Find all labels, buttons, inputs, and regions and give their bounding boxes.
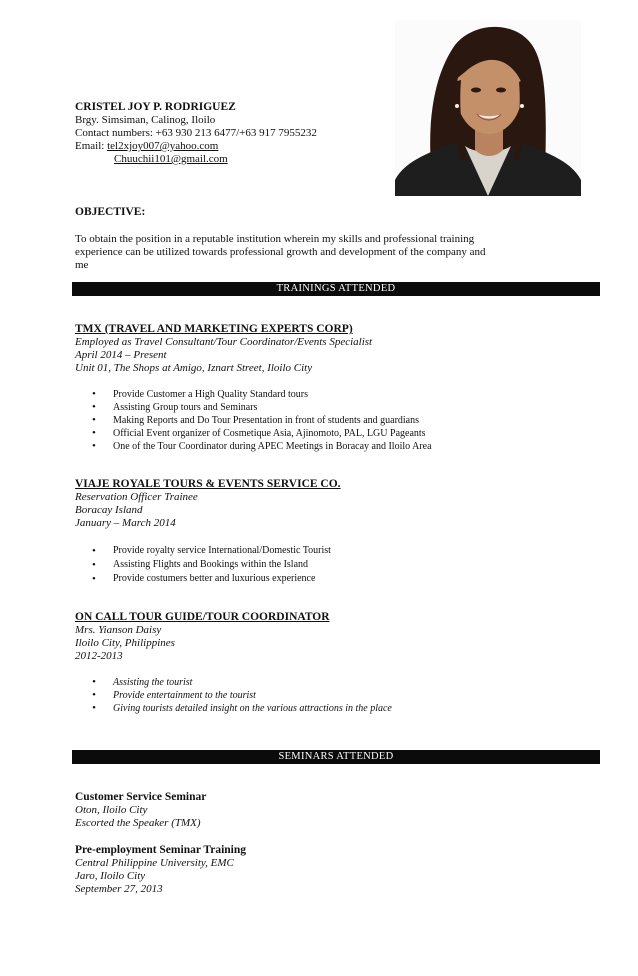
job-role: Mrs. Yianson Daisy	[75, 624, 162, 636]
job-tour-guide-duties	[92, 676, 392, 715]
seminar-detail: Central Philippine University, EMC	[75, 857, 234, 869]
contact-numbers: Contact numbers: +63 930 213 6477/+63 917 7955232	[75, 127, 317, 139]
seminar-title: Customer Service Seminar	[75, 791, 207, 803]
job-viaje-royale	[75, 478, 341, 530]
list-item: • Assisting the tourist	[92, 676, 392, 689]
seminar-customer-service	[75, 791, 206, 830]
seminar-detail: Escorted the Speaker (TMX)	[75, 817, 201, 829]
list-item: • Assisting Group tours and Seminars	[92, 401, 432, 414]
objective-line: To obtain the position in a reputable institution wherein my skills and professional training	[75, 233, 475, 245]
job-role: Reservation Officer Trainee	[75, 491, 198, 503]
job-tour-guide	[75, 611, 330, 663]
email-line-2	[75, 153, 317, 166]
seminar-detail: September 27, 2013	[75, 883, 163, 895]
job-tmx-duties	[92, 388, 432, 453]
portrait-illustration	[395, 20, 581, 196]
email-label: Email:	[75, 140, 108, 152]
email-link-yahoo[interactable]: tel2xjoy007@yahoo.com	[107, 140, 219, 152]
list-item: • Official Event organizer of Cosmetique Asia, Ajinomoto, PAL, LGU Pageants	[92, 427, 432, 440]
list-item: • Provide costumers better and luxurious experience	[92, 572, 331, 586]
seminars-section-bar: SEMINARS ATTENDED	[72, 750, 600, 764]
list-item: • Provide entertainment to the tourist	[92, 689, 392, 702]
job-role: Employed as Travel Consultant/Tour Coordinator/Events Specialist	[75, 336, 373, 348]
seminar-detail: Jaro, Iloilo City	[75, 870, 146, 882]
seminar-detail: Oton, Iloilo City	[75, 804, 148, 816]
job-company: TMX (TRAVEL AND MARKETING EXPERTS CORP)	[75, 323, 353, 335]
job-location: Iloilo City, Philippines	[75, 637, 175, 649]
email-link-gmail[interactable]: Chuuchii101@gmail.com	[114, 153, 228, 165]
job-company: VIAJE ROYALE TOURS & EVENTS SERVICE CO.	[75, 478, 341, 490]
job-viaje-duties	[92, 544, 331, 586]
job-date: January – March 2014	[75, 517, 176, 529]
objective-line: me	[75, 259, 89, 271]
job-location: Unit 01, The Shops at Amigo, Iznart Street, Iloilo City	[75, 362, 313, 374]
email-line	[75, 140, 317, 153]
header-block	[75, 101, 317, 166]
job-tmx	[75, 323, 372, 375]
job-location: Boracay Island	[75, 504, 143, 516]
list-item: • Making Reports and Do Tour Presentation in front of students and guardians	[92, 414, 432, 427]
list-item: • Assisting Flights and Bookings within the Island	[92, 558, 331, 572]
objective-line: experience can be utilized towards professional growth and development of the company and	[75, 246, 486, 258]
list-item: • One of the Tour Coordinator during APEC Meetings in Boracay and Iloilo Area	[92, 440, 432, 453]
seminar-title: Pre-employment Seminar Training	[75, 844, 247, 856]
profile-photo	[395, 20, 581, 196]
trainings-section-bar: TRAININGS ATTENDED	[72, 282, 600, 296]
list-item: • Provide Customer a High Quality Standard tours	[92, 388, 432, 401]
objective-text	[75, 233, 595, 272]
job-date: April 2014 – Present	[75, 349, 167, 361]
address: Brgy. Simsiman, Calinog, Iloilo	[75, 114, 216, 126]
candidate-name: CRISTEL JOY P. RODRIGUEZ	[75, 101, 236, 113]
job-date: 2012-2013	[75, 650, 123, 662]
list-item: • Giving tourists detailed insight on the various attractions in the place	[92, 702, 392, 715]
list-item: • Provide royalty service International/Domestic Tourist	[92, 544, 331, 558]
seminar-pre-employment	[75, 844, 246, 896]
job-company: ON CALL TOUR GUIDE/TOUR COORDINATOR	[75, 611, 330, 623]
objective-title: OBJECTIVE:	[75, 206, 146, 218]
